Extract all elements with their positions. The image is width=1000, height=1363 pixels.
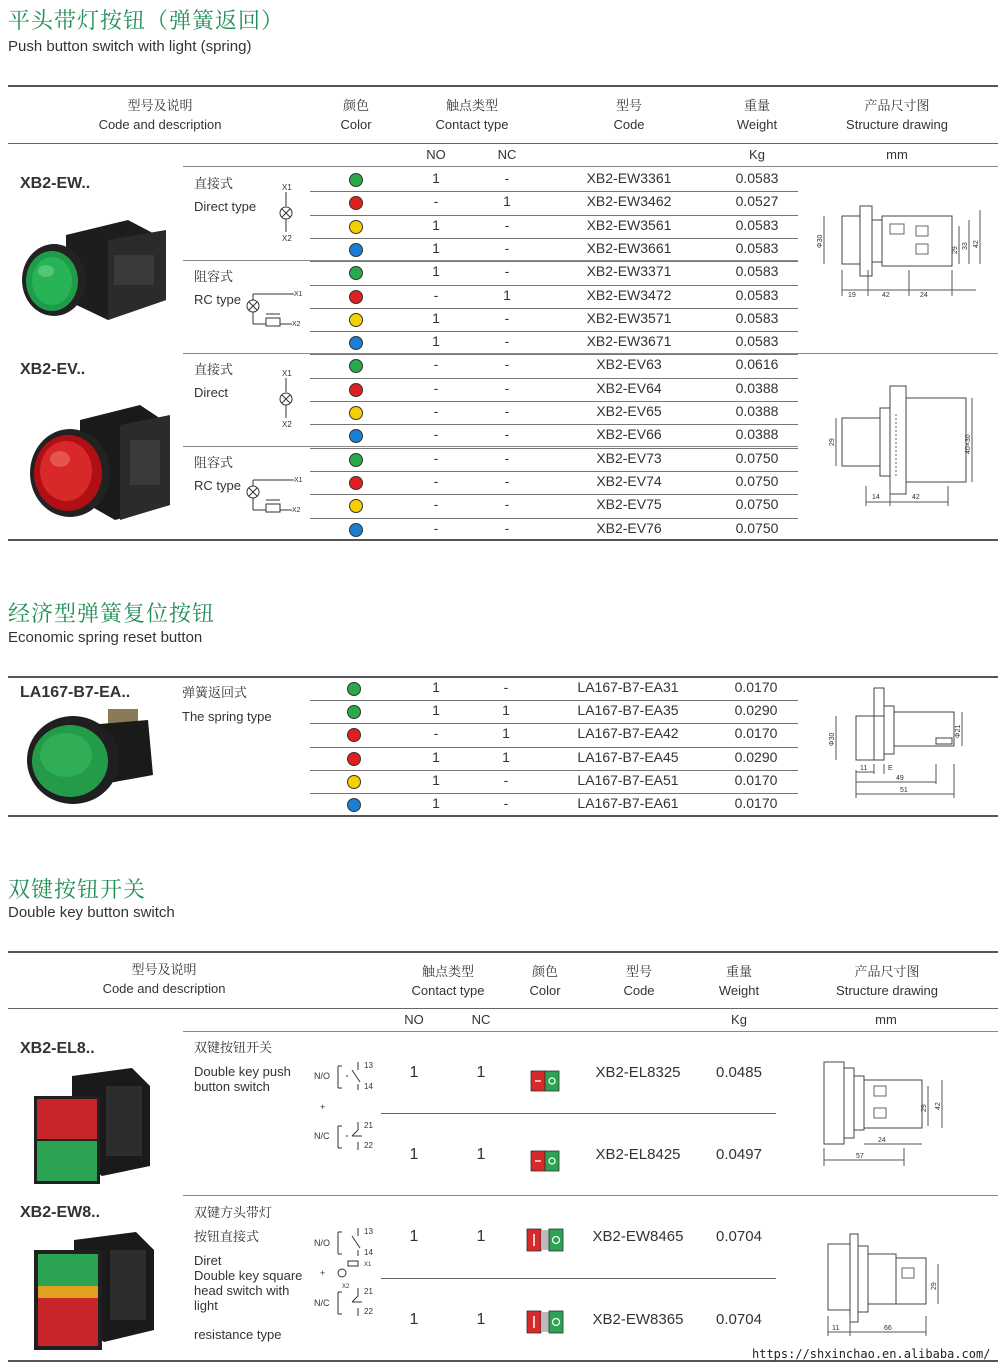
ew8-row2-no: 1 [409, 1311, 419, 1328]
svg-text:11: 11 [832, 1325, 840, 1332]
table-row-divider [310, 354, 798, 355]
table-cell-weight: 0.0750 [735, 496, 779, 513]
table-row-divider [310, 191, 798, 192]
table-cell-nc: - [503, 795, 509, 811]
table-cell-no: - [433, 286, 439, 303]
table-cell-no: - [433, 472, 439, 489]
model-xb2-ew: XB2-EW.. [20, 175, 91, 192]
table1-sub-kg: Kg [749, 147, 765, 162]
svg-text:29: 29 [921, 1104, 928, 1112]
table-cell-weight: 0.0170 [734, 795, 778, 811]
svg-text:66: 66 [884, 1325, 892, 1332]
color-indicator-dot [349, 476, 363, 490]
color-indicator-dot [347, 728, 361, 742]
table-cell-no: - [433, 725, 439, 742]
table-row-divider [310, 747, 798, 748]
table-cell-code: LA167-B7-EA31 [577, 679, 679, 695]
table-row-divider [310, 518, 798, 519]
svg-text:+: + [320, 1102, 326, 1112]
color-indicator-dot [347, 752, 361, 766]
color-indicator-dot [349, 359, 363, 373]
structure-drawing-xb2-ev [826, 376, 986, 508]
ew8-desc-en4: light [194, 1298, 218, 1313]
table-row-divider [310, 261, 798, 262]
table-cell-nc: 1 [502, 725, 510, 742]
color-indicator-dot [349, 290, 363, 304]
table-cell-code: XB2-EV65 [596, 403, 662, 419]
svg-text:21: 21 [364, 1121, 373, 1130]
svg-text:24: 24 [878, 1137, 886, 1144]
table-cell-weight: 0.0583 [735, 263, 779, 280]
table-cell-nc: - [504, 496, 510, 513]
table-row-divider [310, 285, 798, 286]
section3-title-cn: 双键按钮开关 [8, 878, 147, 903]
table1-header-model: 型号及说明 Code and description [98, 98, 222, 132]
label-x1: X1 [282, 183, 292, 192]
table-cell-code: LA167-B7-EA51 [577, 771, 679, 788]
product-image-xb2-ew8 [32, 1230, 157, 1355]
table-cell-weight: 0.0170 [734, 725, 778, 742]
table-cell-weight: 0.0583 [735, 309, 779, 326]
table-row-divider [310, 494, 798, 495]
table3-sub-no: NO [404, 1012, 424, 1027]
table-cell-nc: - [504, 170, 510, 186]
model-xb2-el8: XB2-EL8.. [20, 1040, 95, 1057]
rc-circuit-diagram-2 [244, 470, 306, 520]
type-rc-en: RC type [194, 292, 241, 307]
table-cell-weight: 0.0388 [735, 379, 779, 396]
table-row-divider [310, 700, 798, 701]
svg-text:X2: X2 [282, 420, 292, 428]
table3-sub-mm: mm [875, 1012, 897, 1027]
table-cell-code: XB2-EW3661 [586, 239, 672, 256]
table-cell-code: XB2-EW3361 [586, 170, 672, 186]
type-spring-en: The spring type [182, 709, 272, 724]
table-row-divider [310, 238, 798, 239]
svg-text:X1: X1 [294, 291, 303, 298]
color-indicator-dot [349, 523, 363, 537]
table-cell-code: XB2-EV73 [596, 449, 662, 466]
svg-text:57: 57 [856, 1153, 864, 1160]
table-cell-no: 1 [432, 263, 440, 280]
ew8-contact-diagram [312, 1220, 382, 1360]
table-cell-weight: 0.0170 [734, 679, 778, 695]
color-indicator-dot [349, 243, 363, 257]
table3-header-code: 型号 Code [623, 964, 655, 998]
table-cell-nc: - [504, 472, 510, 489]
color-indicator-dot [349, 266, 363, 280]
table1-header-contact: 触点类型 Contact type [435, 98, 509, 132]
el8-row2-no: 1 [409, 1146, 419, 1163]
svg-text:24: 24 [920, 292, 928, 299]
type-direct-en-2: Direct [194, 385, 228, 400]
table-cell-code: LA167-B7-EA45 [577, 748, 679, 765]
table1-sub-no: NO [426, 147, 446, 162]
table-cell-no: - [433, 379, 439, 396]
table-cell-code: XB2-EV64 [596, 379, 662, 396]
structure-drawing-xb2-ew [814, 186, 994, 304]
table-row-divider [310, 331, 798, 332]
table-cell-weight: 0.0290 [734, 748, 778, 765]
color-swatch-red-green-3 [526, 1228, 566, 1252]
color-swatch-red-green-1 [530, 1070, 560, 1092]
section1-title-en: Push button switch with light (spring) [8, 38, 252, 55]
table-cell-nc: - [504, 379, 510, 396]
direct-circuit-diagram-2 [276, 366, 300, 428]
svg-text:40×30: 40×30 [965, 434, 972, 454]
table2-bottom-border [8, 815, 998, 817]
model-la167: LA167-B7-EA.. [20, 684, 131, 701]
svg-text:X1: X1 [364, 1262, 372, 1268]
svg-text:N/C: N/C [314, 1131, 330, 1141]
ew8-row2-weight: 0.0704 [716, 1311, 762, 1328]
el8-row1-weight: 0.0485 [716, 1064, 762, 1081]
svg-text:X1: X1 [294, 477, 303, 484]
direct-circuit-diagram-1 [276, 180, 300, 242]
section2-title-en: Economic spring reset button [8, 629, 203, 646]
ew8-row1-nc: 1 [476, 1228, 486, 1245]
el8-desc-cn: 双键按钮开关 [194, 1040, 273, 1055]
table1-header-color: 颜色 Color [340, 98, 372, 132]
product-image-xb2-el8 [32, 1066, 152, 1188]
color-indicator-dot [349, 220, 363, 234]
type-direct-cn: 直接式 [194, 176, 234, 191]
table-row-divider [310, 471, 798, 472]
table-cell-no: - [433, 519, 439, 536]
table-cell-nc: - [504, 356, 510, 373]
table-cell-code: XB2-EW3462 [586, 193, 672, 210]
structure-drawing-la167 [826, 686, 976, 801]
ew8-row1-weight: 0.0704 [716, 1228, 762, 1245]
svg-text:51: 51 [900, 787, 908, 794]
type-rc-en-2: RC type [194, 478, 241, 493]
table-cell-code: LA167-B7-EA61 [577, 795, 679, 811]
type-direct-cn-2: 直接式 [194, 362, 234, 377]
svg-text:+: + [320, 1268, 326, 1278]
table-cell-nc: - [504, 239, 510, 256]
table-cell-no: - [433, 193, 439, 210]
table-row-divider [310, 448, 798, 449]
table-cell-no: - [433, 356, 439, 373]
table-cell-weight: 0.0616 [735, 356, 779, 373]
svg-text:13: 13 [364, 1061, 373, 1070]
svg-text:Φ30: Φ30 [829, 732, 836, 746]
table1-header-divider [8, 143, 998, 144]
ew8-row2-nc: 1 [476, 1311, 486, 1328]
table-cell-code: XB2-EV76 [596, 519, 662, 536]
svg-text:29: 29 [952, 246, 959, 254]
table1-subheader-divider [183, 166, 998, 167]
table-cell-nc: 1 [502, 748, 510, 765]
type-rc-cn: 阻容式 [194, 269, 234, 284]
color-indicator-dot [349, 499, 363, 513]
table-cell-no: 1 [432, 679, 440, 695]
color-indicator-dot [349, 406, 363, 420]
table-cell-weight: 0.0527 [735, 193, 779, 210]
table-cell-nc: - [504, 333, 510, 350]
table3-header-color: 颜色 Color [529, 964, 561, 998]
table3-header-model: 型号及说明 Code and description [102, 962, 226, 996]
table3-subheader-divider [183, 1031, 998, 1032]
table-cell-weight: 0.0750 [735, 472, 779, 489]
table-cell-code: XB2-EV75 [596, 496, 662, 513]
label-x2: X2 [282, 234, 292, 242]
table3-sub-kg: Kg [731, 1012, 747, 1027]
rc-circuit-diagram-1 [244, 284, 306, 334]
table-cell-weight: 0.0750 [735, 519, 779, 536]
table-cell-code: XB2-EV66 [596, 426, 662, 443]
table1-header-code: 型号 Code [613, 98, 645, 132]
section2-title-cn: 经济型弹簧复位按钮 [8, 602, 216, 627]
table-cell-no: - [433, 426, 439, 443]
color-swatch-red-green-2 [530, 1150, 560, 1172]
table-cell-no: 1 [432, 702, 440, 719]
svg-text:42: 42 [935, 1102, 942, 1110]
table-cell-code: XB2-EW3671 [586, 333, 672, 350]
svg-text:29: 29 [931, 1282, 938, 1290]
color-indicator-dot [349, 196, 363, 210]
svg-text:22: 22 [364, 1141, 373, 1150]
svg-text:14: 14 [364, 1082, 373, 1091]
table-cell-nc: - [504, 449, 510, 466]
table-row-divider [310, 723, 798, 724]
svg-text:19: 19 [848, 292, 856, 299]
el8-row1-code: XB2-EL8325 [595, 1064, 681, 1081]
table-cell-no: - [433, 496, 439, 513]
table-cell-nc: - [504, 426, 510, 443]
table-cell-weight: 0.0388 [735, 403, 779, 419]
type-rc-cn-2: 阻容式 [194, 455, 234, 470]
table1-sub-mm: mm [886, 147, 908, 162]
table-row-divider [310, 308, 798, 309]
ew8-desc-en3: head switch with [194, 1283, 290, 1298]
svg-text:33: 33 [962, 242, 969, 250]
table-cell-no: 1 [432, 748, 440, 765]
table-cell-no: 1 [432, 795, 440, 811]
table-cell-no: 1 [432, 309, 440, 326]
table-cell-code: XB2-EW3472 [586, 286, 672, 303]
svg-text:X1: X1 [282, 369, 292, 378]
table-cell-nc: - [504, 216, 510, 233]
svg-text:42: 42 [882, 292, 890, 299]
color-indicator-dot [349, 383, 363, 397]
table-cell-code: LA167-B7-EA35 [577, 702, 679, 719]
table1-header-weight: 重量 Weight [736, 98, 778, 132]
table3-header-divider [8, 1008, 998, 1009]
table-cell-code: XB2-EV74 [596, 472, 662, 489]
table-cell-nc: 1 [503, 193, 511, 210]
table3-group-divider [183, 1195, 998, 1196]
table-cell-no: - [433, 403, 439, 419]
table-cell-no: 1 [432, 333, 440, 350]
ew8-desc-en1: Diret [194, 1253, 222, 1268]
table-cell-no: - [433, 449, 439, 466]
section3-title-en: Double key button switch [8, 904, 175, 921]
svg-text:Φ30: Φ30 [817, 234, 824, 248]
ew8-desc-cn1: 双键方头带灯 [194, 1205, 273, 1220]
ew8-row1-code: XB2-EW8465 [592, 1228, 684, 1245]
product-image-xb2-ew [18, 205, 168, 330]
table-cell-nc: 1 [503, 286, 511, 303]
table-row-divider [310, 401, 798, 402]
table-cell-code: XB2-EV63 [596, 356, 662, 373]
svg-text:Φ21: Φ21 [955, 724, 962, 738]
table-cell-nc: - [503, 771, 509, 788]
svg-text:N/O: N/O [314, 1071, 331, 1081]
table-cell-nc: - [504, 309, 510, 326]
table3-row-divider-1 [381, 1113, 776, 1114]
table-cell-weight: 0.0583 [735, 239, 779, 256]
table-cell-weight: 0.0290 [734, 702, 778, 719]
svg-text:22: 22 [364, 1307, 373, 1316]
svg-text:49: 49 [896, 775, 904, 782]
table-row-divider [310, 770, 798, 771]
svg-text:11: 11 [860, 765, 868, 772]
svg-text:14: 14 [364, 1248, 373, 1257]
el8-desc-en1: Double key push [194, 1064, 291, 1079]
svg-text:X2: X2 [292, 321, 301, 328]
svg-text:29: 29 [829, 438, 836, 446]
svg-text:N/C: N/C [314, 1298, 330, 1308]
table-cell-weight: 0.0388 [735, 426, 779, 443]
table-cell-weight: 0.0583 [735, 286, 779, 303]
svg-text:42: 42 [973, 240, 980, 248]
el8-row1-nc: 1 [476, 1064, 486, 1081]
table3-row-divider-2 [381, 1278, 776, 1279]
table-cell-no: 1 [432, 216, 440, 233]
table3-sub-nc: NC [471, 1012, 491, 1027]
table1-bottom-border [8, 539, 998, 541]
footer-url[interactable]: https://shxinchao.en.alibaba.com/ [752, 1347, 991, 1361]
el8-contact-diagram [312, 1056, 382, 1196]
table-cell-code: LA167-B7-EA42 [577, 725, 679, 742]
el8-row2-code: XB2-EL8425 [595, 1146, 681, 1163]
el8-desc-en2: button switch [194, 1079, 270, 1094]
table-row-divider [310, 378, 798, 379]
el8-row1-no: 1 [409, 1064, 419, 1081]
table-cell-nc: - [503, 679, 509, 695]
table3-top-border [8, 951, 998, 953]
color-indicator-dot [347, 775, 361, 789]
ew8-row2-code: XB2-EW8365 [592, 1311, 684, 1328]
section1-title-cn: 平头带灯按钮（弹簧返回） [8, 9, 285, 34]
color-indicator-dot [349, 453, 363, 467]
table-cell-weight: 0.0583 [735, 333, 779, 350]
table-cell-code: XB2-EW3561 [586, 216, 672, 233]
ew8-row1-no: 1 [409, 1228, 419, 1245]
table-cell-no: 1 [432, 170, 440, 186]
svg-text:42: 42 [912, 494, 920, 501]
svg-text:X2: X2 [342, 1284, 350, 1290]
svg-text:X2: X2 [292, 507, 301, 514]
table-cell-nc: - [504, 263, 510, 280]
product-image-xb2-ev [20, 395, 170, 530]
table-cell-weight: 0.0583 [735, 170, 779, 186]
ew8-desc-en5: resistance type [194, 1327, 282, 1342]
structure-drawing-xb2-ew8 [820, 1226, 970, 1336]
table-cell-weight: 0.0583 [735, 216, 779, 233]
model-xb2-ew8: XB2-EW8.. [20, 1204, 101, 1221]
color-indicator-dot [347, 798, 361, 812]
table1-sub-nc: NC [497, 147, 517, 162]
type-direct-en: Direct type [194, 199, 257, 214]
table1-top-border [8, 85, 998, 87]
table2-top-border [8, 676, 998, 678]
color-indicator-dot [349, 313, 363, 327]
table-cell-code: XB2-EW3571 [586, 309, 672, 326]
el8-row2-nc: 1 [476, 1146, 486, 1163]
svg-text:21: 21 [364, 1287, 373, 1296]
type-spring-cn: 弹簧返回式 [182, 685, 248, 700]
table3-header-contact: 触点类型 Contact type [411, 964, 485, 998]
ew8-desc-en2: Double key square [194, 1268, 303, 1283]
table1-header-drawing: 产品尺寸图 Structure drawing [846, 98, 948, 132]
svg-text:13: 13 [364, 1227, 373, 1236]
table-cell-weight: 0.0170 [734, 771, 778, 788]
table-cell-nc: - [504, 519, 510, 536]
color-indicator-dot [349, 173, 363, 187]
color-indicator-dot [347, 705, 361, 719]
product-image-la167 [18, 705, 158, 810]
table-row-divider [310, 215, 798, 216]
model-xb2-ev: XB2-EV.. [20, 361, 86, 378]
table-cell-weight: 0.0750 [735, 449, 779, 466]
svg-text:N/O: N/O [314, 1238, 331, 1248]
color-swatch-red-green-4 [526, 1310, 566, 1334]
table-cell-nc: 1 [502, 702, 510, 719]
table-cell-nc: - [504, 403, 510, 419]
structure-drawing-xb2-el8 [816, 1054, 966, 1169]
table-cell-no: 1 [432, 771, 440, 788]
table-row-divider [310, 793, 798, 794]
table3-header-weight: 重量 Weight [718, 964, 760, 998]
table-cell-no: 1 [432, 239, 440, 256]
svg-text:E: E [888, 765, 893, 772]
table-cell-code: XB2-EW3371 [586, 263, 672, 280]
color-indicator-dot [349, 429, 363, 443]
svg-text:14: 14 [872, 494, 880, 501]
el8-row2-weight: 0.0497 [716, 1146, 762, 1163]
ew8-desc-cn2: 按钮直接式 [194, 1229, 260, 1244]
table3-header-drawing: 产品尺寸图 Structure drawing [836, 964, 938, 998]
color-indicator-dot [347, 682, 361, 696]
color-indicator-dot [349, 336, 363, 350]
table-row-divider [310, 424, 798, 425]
